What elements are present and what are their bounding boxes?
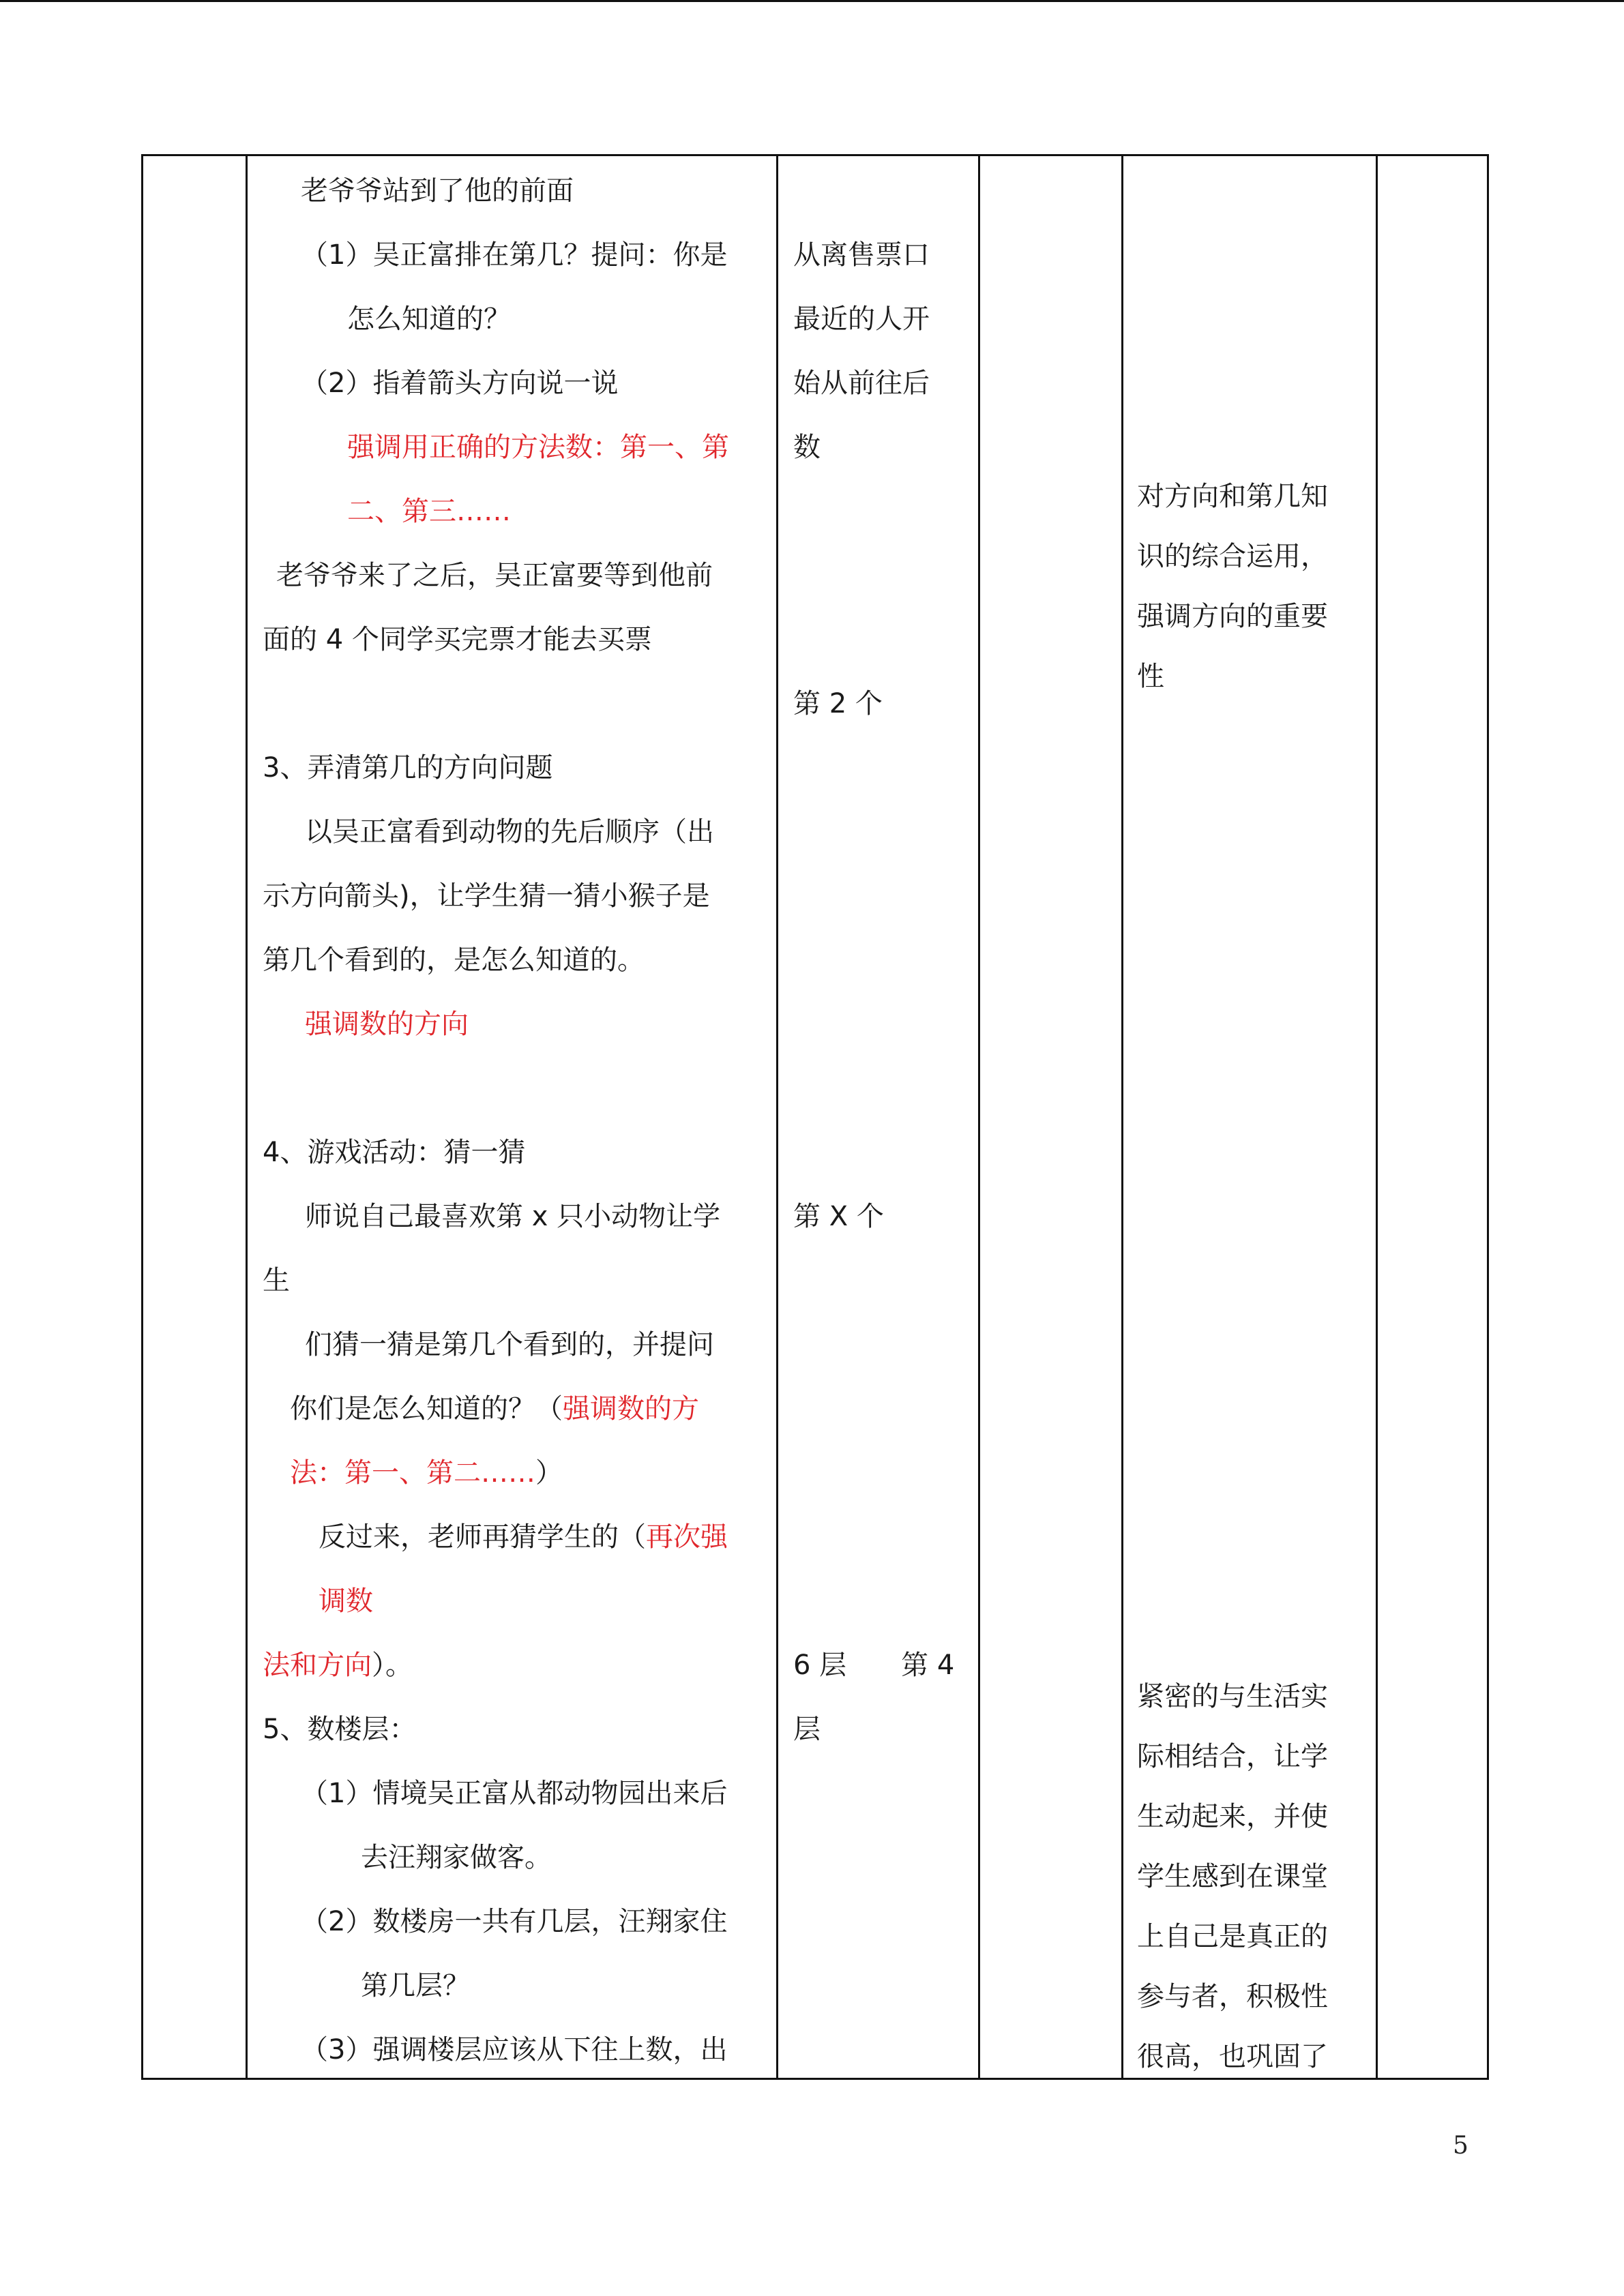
body-text: （2）数楼房一共有几层，汪翔家住 <box>301 1906 728 1937</box>
body-text: 老爷爷站到了他的前面 <box>301 175 574 207</box>
design-intent-line: 对方向和第几知 <box>1137 481 1328 512</box>
emphasis-text: 强调数的方向 <box>305 1009 469 1040</box>
student-activity-line: 第 X 个 <box>793 1201 884 1232</box>
student-activity-line: 最近的人开 <box>793 303 930 335</box>
col-5-cell <box>1123 155 1377 2079</box>
top-rule <box>0 0 1624 2</box>
student-activity-line: 始从前往后 <box>793 368 930 399</box>
emphasis-text: 强调用正确的方法数：第一、第 <box>347 432 729 463</box>
design-intent-line: 识的综合运用， <box>1137 541 1328 572</box>
body-text: 第几个看到的，是怎么知道的。 <box>263 944 645 976</box>
lesson-text-line <box>290 1390 699 1427</box>
body-text: 怎么知道的？ <box>347 303 511 335</box>
body-text: （1）情境吴正富从都动物园出来后 <box>301 1778 728 1809</box>
student-activity-line: 6 层 第 4 <box>793 1650 955 1681</box>
lesson-text-line <box>263 1647 413 1684</box>
lesson-text-line <box>290 1455 563 1491</box>
design-intent-line: 生动起来，并使 <box>1137 1801 1328 1832</box>
lesson-text-line <box>305 1198 720 1235</box>
body-text: 师说自己最喜欢第 x 只小动物让学 <box>305 1201 721 1232</box>
body-text: 面的 4 个同学买完票才能去买票 <box>263 624 652 655</box>
lesson-text-line <box>301 2031 727 2068</box>
lesson-text-line <box>301 1903 727 1940</box>
lesson-text-line <box>301 365 618 402</box>
body-text: 老爷爷来了之后，吴正富要等到他前 <box>276 560 713 591</box>
lesson-plan-table <box>141 154 1489 2080</box>
body-text: 去汪翔家做客。 <box>361 1842 552 1873</box>
student-activity-line: 数 <box>793 432 821 463</box>
col-2-cell <box>247 155 778 2079</box>
lesson-text-line <box>305 1006 469 1043</box>
lesson-text-line <box>319 1519 728 1555</box>
emphasis-text: 强调数的方 <box>563 1393 699 1425</box>
lesson-text-line <box>263 1711 416 1748</box>
lesson-text-line <box>319 1583 373 1620</box>
lesson-text-line <box>347 301 511 338</box>
col-3-cell <box>778 155 979 2079</box>
body-text: 以吴正富看到动物的先后顺序（出 <box>305 816 714 848</box>
lesson-text-line <box>263 621 652 658</box>
body-text: 们猜一猜是第几个看到的，并提问 <box>305 1329 714 1360</box>
lesson-text-line <box>263 749 552 786</box>
design-intent-line: 学生感到在课堂 <box>1137 1861 1328 1892</box>
design-intent-line: 紧密的与生活实 <box>1137 1681 1328 1712</box>
lesson-text-line <box>263 1262 290 1299</box>
design-intent-line: 很高，也巩固了 <box>1137 2041 1328 2072</box>
page-number: 5 <box>1453 2132 1468 2160</box>
lesson-text-line <box>347 493 511 530</box>
lesson-text-line <box>276 557 713 594</box>
body-text: 4、游戏活动：猜一猜 <box>263 1137 526 1168</box>
design-intent-line: 上自己是真正的 <box>1137 1921 1328 1952</box>
body-text: 3、弄清第几的方向问题 <box>263 752 553 784</box>
body-text: 你们是怎么知道的？（ <box>290 1393 563 1425</box>
body-text: 示方向箭头)，让学生猜一猜小猴子是 <box>263 880 710 912</box>
emphasis-text: 调数 <box>319 1585 373 1617</box>
lesson-text-line <box>301 1775 727 1812</box>
body-text: （3）强调楼层应该从下往上数，出 <box>301 2034 728 2066</box>
design-intent-line: 参与者，积极性 <box>1137 1981 1328 2012</box>
col-4-cell <box>979 155 1123 2079</box>
lesson-text-line <box>361 1967 470 2004</box>
body-text: 反过来，老师再猜学生的（ <box>319 1521 646 1553</box>
lesson-text-line <box>305 1326 714 1363</box>
lesson-text-line <box>301 173 574 209</box>
lesson-text-line <box>305 814 714 850</box>
body-text: 第几层？ <box>361 1970 470 2001</box>
body-text: ） <box>535 1457 563 1489</box>
emphasis-text: 再次强 <box>646 1521 728 1553</box>
lesson-text-line <box>263 942 645 979</box>
emphasis-text: 法和方向 <box>263 1650 372 1681</box>
design-intent-line: 际相结合，让学 <box>1137 1741 1328 1772</box>
lesson-text-line <box>263 878 710 914</box>
emphasis-text: 二、第三…… <box>347 496 511 527</box>
col-6-cell <box>1377 155 1488 2079</box>
table-row <box>143 155 1488 2079</box>
body-text: 生 <box>263 1265 290 1296</box>
design-intent-line: 性 <box>1137 661 1164 692</box>
body-text: ）。 <box>372 1650 413 1681</box>
design-intent-line: 强调方向的重要 <box>1137 601 1328 632</box>
lesson-text-line <box>361 1839 552 1876</box>
col-1-cell <box>143 155 247 2079</box>
body-text: （2）指着箭头方向说一说 <box>301 368 619 399</box>
lesson-text-line <box>347 429 729 466</box>
lesson-text-line <box>301 237 727 273</box>
emphasis-text: 法：第一、第二…… <box>290 1457 535 1489</box>
student-activity-line: 层 <box>793 1714 821 1745</box>
body-text: （1）吴正富排在第几？提问：你是 <box>301 239 728 271</box>
student-activity-line: 第 2 个 <box>793 688 883 719</box>
student-activity-line: 从离售票口 <box>793 239 930 271</box>
lesson-text-line <box>263 1134 525 1171</box>
body-text: 5、数楼层： <box>263 1714 417 1745</box>
